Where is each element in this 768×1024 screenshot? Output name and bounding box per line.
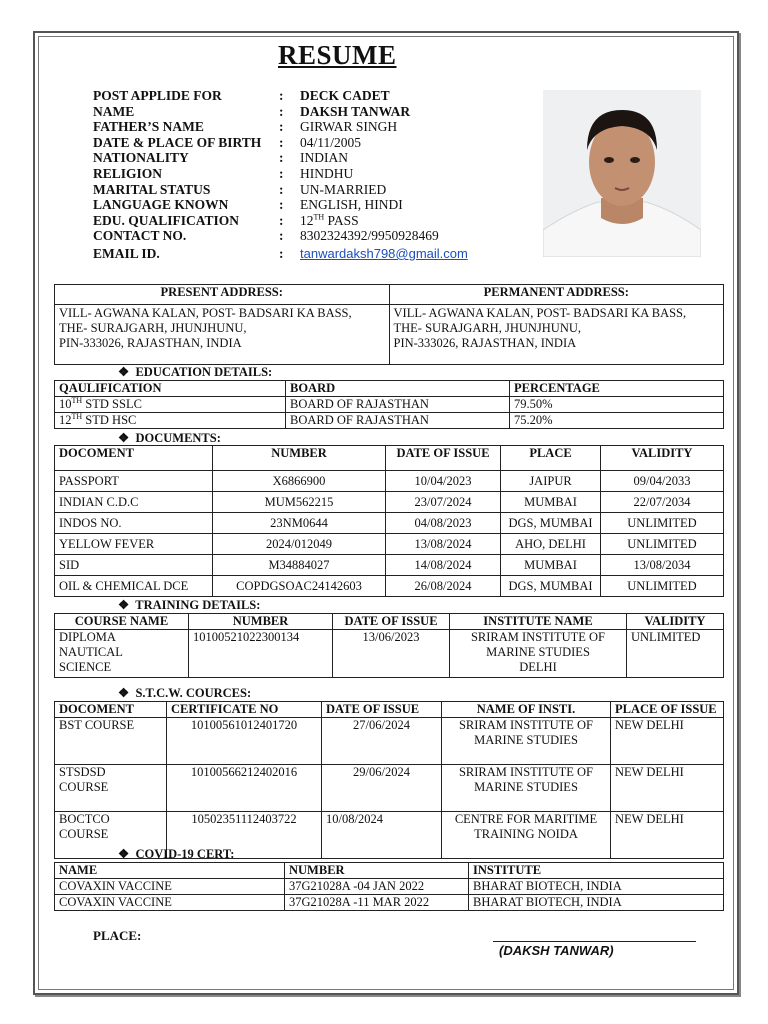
- info-colon: :: [279, 228, 284, 244]
- permanent-address-header: PERMANENT ADDRESS:: [389, 285, 724, 305]
- profile-photo: [543, 90, 701, 257]
- table-row: INDIAN C.D.C MUM562215 23/07/2024 MUMBAI 22/07/2034: [55, 492, 724, 513]
- info-label: DATE & PLACE OF BIRTH: [93, 134, 262, 150]
- covid-table: NAME NUMBER INSTITUTE COVAXIN VACCINE 37G21028A -04 JAN 2022 BHARAT BIOTECH, INDIA COVAXIN VACCINE 37G21028A -11 MAR 2022 BHARAT BIOTECH, INDIA: [54, 862, 724, 911]
- education-heading: ❖ EDUCATION DETAILS:: [118, 365, 273, 379]
- info-colon: :: [279, 212, 284, 228]
- info-colon: :: [279, 103, 284, 119]
- info-colon: :: [279, 150, 284, 166]
- table-row: SID M34884027 14/08/2024 MUMBAI 13/08/2034: [55, 555, 724, 576]
- info-label: NAME: [93, 103, 135, 119]
- info-label: POST APPLIDE FOR: [93, 88, 222, 103]
- info-label: EDU. QUALIFICATION: [93, 212, 240, 228]
- email-link[interactable]: tanwardaksh798@gmail.com: [300, 245, 468, 261]
- info-value: HINDHU: [300, 165, 354, 181]
- table-row: 10TH STD SSLC BOARD OF RAJASTHAN 79.50%: [55, 397, 724, 413]
- email-label: EMAIL ID.: [93, 245, 160, 261]
- permanent-address: VILL- AGWANA KALAN, POST- BADSARI KA BASS, THE- SURAJGARH, JHUNJHUNU, PIN-333026, RAJASTHAN, INDIA: [389, 305, 724, 365]
- info-colon: :: [279, 165, 284, 181]
- training-table: COURSE NAME NUMBER DATE OF ISSUE INSTITUTE NAME VALIDITY DIPLOMA NAUTICAL SCIENCE 10100521022300134 13/06/2023 SRIRAM INSTITUTE OF MARINE STUDIES DELHI UNLIMITED: [54, 613, 724, 678]
- info-value: 04/11/2005: [300, 134, 362, 150]
- stcw-table: DOCOMENT CERTIFICATE NO DATE OF ISSUE NAME OF INSTI. PLACE OF ISSUE BST COURSE 10100561012401720 27/06/2024 SRIRAM INSTITUTE OF MARINE STUDIES NEW DELHI STSDSD COURSE 10100566212402016 29/06/2024 SRIRAM INSTITUTE OF MARINE STUDIES NEW DELHI BOCTCO COURSE 10502351112403722 10/08/2024 CENTRE FOR MARITIME TRAINING NOIDA NEW DELHI: [54, 701, 724, 859]
- info-label: LANGUAGE KNOWN: [93, 197, 229, 213]
- training-heading: ❖ TRAINING DETAILS:: [118, 598, 261, 612]
- info-value: DECK CADET: [300, 88, 390, 103]
- info-value: UN-MARRIED: [300, 181, 387, 197]
- table-row: INDOS NO. 23NM0644 04/08/2023 DGS, MUMBAI UNLIMITED: [55, 513, 724, 534]
- info-label: RELIGION: [93, 165, 163, 181]
- table-row: COVAXIN VACCINE 37G21028A -04 JAN 2022 BHARAT BIOTECH, INDIA: [55, 879, 724, 895]
- education-table: QAULIFICATION BOARD PERCENTAGE 10TH STD SSLC BOARD OF RAJASTHAN 79.50% 12TH STD HSC BOARD OF RAJASTHAN 75.20%: [54, 380, 724, 429]
- documents-heading: ❖ DOCUMENTS:: [118, 431, 221, 445]
- info-label: CONTACT NO.: [93, 228, 187, 244]
- info-value: DAKSH TANWAR: [300, 103, 411, 119]
- table-row: BST COURSE 10100561012401720 27/06/2024 SRIRAM INSTITUTE OF MARINE STUDIES NEW DELHI: [55, 718, 724, 765]
- info-value: 8302324392/9950928469: [300, 228, 439, 244]
- table-row: COVAXIN VACCINE 37G21028A -11 MAR 2022 BHARAT BIOTECH, INDIA: [55, 895, 724, 911]
- info-value-qualification: 12TH PASS: [300, 212, 359, 228]
- covid-heading: ❖ COVID-19 CERT:: [118, 847, 235, 861]
- place-label: PLACE:: [93, 928, 142, 943]
- signature-name: (DAKSH TANWAR): [499, 943, 614, 958]
- info-colon: :: [279, 197, 284, 213]
- table-row: OIL & CHEMICAL DCE COPDGSOAC24142603 26/08/2024 DGS, MUMBAI UNLIMITED: [55, 576, 724, 597]
- info-colon: :: [279, 134, 284, 150]
- signature-line: [493, 941, 696, 942]
- table-row: DIPLOMA NAUTICAL SCIENCE 10100521022300134 13/06/2023 SRIRAM INSTITUTE OF MARINE STUDIES DELHI UNLIMITED: [55, 630, 724, 678]
- info-colon: :: [279, 119, 284, 135]
- table-row: 12TH STD HSC BOARD OF RAJASTHAN 75.20%: [55, 413, 724, 429]
- table-row: YELLOW FEVER 2024/012049 13/08/2024 AHO, DELHI UNLIMITED: [55, 534, 724, 555]
- info-label: FATHER’S NAME: [93, 119, 204, 135]
- table-row: STSDSD COURSE 10100566212402016 29/06/2024 SRIRAM INSTITUTE OF MARINE STUDIES NEW DELHI: [55, 765, 724, 812]
- info-colon: :: [279, 245, 284, 261]
- info-label: MARITAL STATUS: [93, 181, 211, 197]
- info-colon: :: [279, 181, 284, 197]
- address-table: [54, 284, 724, 365]
- info-value: ENGLISH, HINDI: [300, 197, 403, 213]
- table-row: PASSPORT X6866900 10/04/2023 JAIPUR 09/04/2033: [55, 471, 724, 492]
- present-address: VILL- AGWANA KALAN, POST- BADSARI KA BASS, THE- SURAJGARH, JHUNJHUNU, PIN-333026, RAJASTHAN, INDIA: [55, 305, 390, 365]
- documents-table: DOCOMENT NUMBER DATE OF ISSUE PLACE VALIDITY PASSPORT X6866900 10/04/2023 JAIPUR 09/04/2033 INDIAN C.D.C MUM562215 23/07/2024 MUMBAI 22/07/2034 INDOS NO. 23NM0644 04/08/2023 DGS, MUMBAI UNLIMITED YELLOW FEVER 2024/012049 13/08/2024 AHO, DELHI UNLIMITED SID M34884027 14/08/2024 MUMBAI 13/08/2034 OIL & CHEMICAL DCE COPDGSOAC24142603 26/08/2024 DGS, MUMBAI UNLIMITED: [54, 445, 724, 597]
- table-row: BOCTCO COURSE 10502351112403722 10/08/2024 CENTRE FOR MARITIME TRAINING NOIDA NEW DELHI: [55, 812, 724, 859]
- stcw-heading: ❖ S.T.C.W. COURCES:: [118, 686, 252, 700]
- info-value: GIRWAR SINGH: [300, 119, 398, 135]
- page-title: RESUME: [278, 40, 397, 70]
- info-label: NATIONALITY: [93, 150, 189, 166]
- info-colon: :: [279, 88, 284, 103]
- info-value: INDIAN: [300, 150, 348, 166]
- present-address-header: PRESENT ADDRESS:: [55, 285, 390, 305]
